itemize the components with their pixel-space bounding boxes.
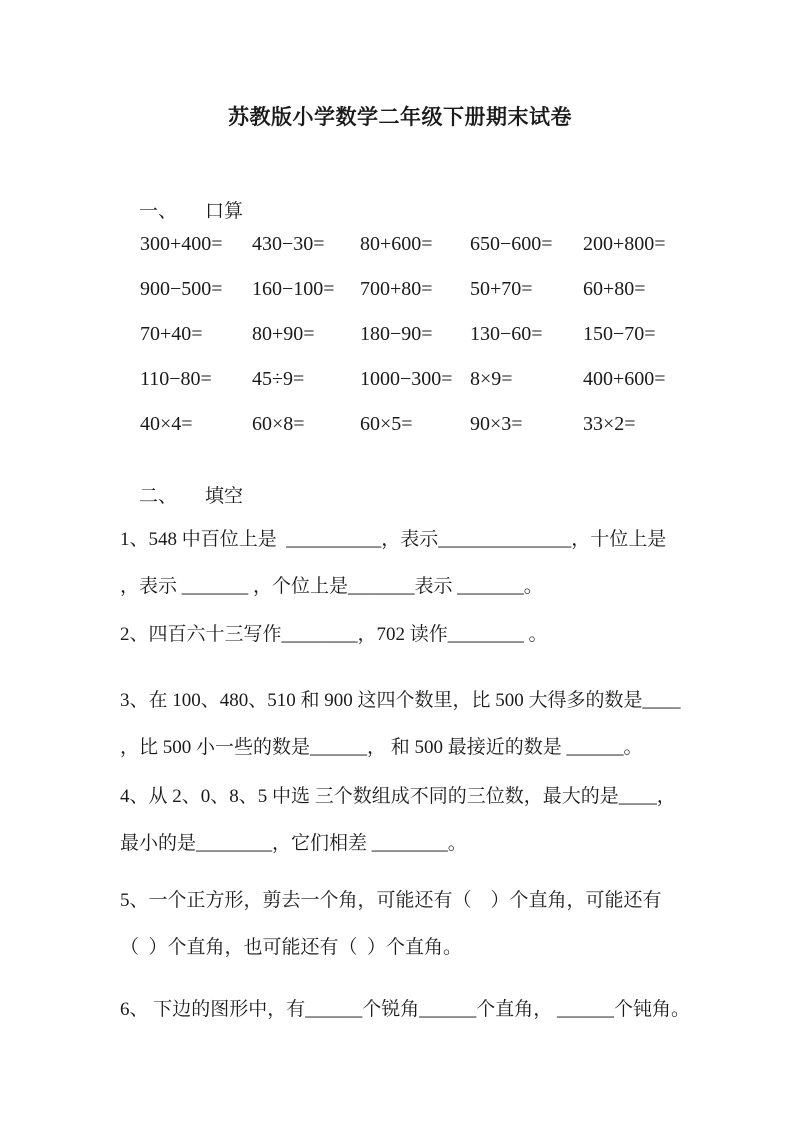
oral-problem-r3c3: 180−90=	[360, 323, 433, 345]
section-fill-number: 二、	[139, 486, 178, 507]
oral-problem-r3c5: 150−70=	[583, 323, 656, 345]
oral-problem-r1c3: 80+600=	[360, 233, 433, 255]
oral-problem-r5c2: 60×8=	[252, 413, 305, 435]
section-fill-label: 填空	[205, 486, 244, 507]
question-5-line-1: 5、一个正方形，剪去一个角，可能还有（ ）个直角，可能还有	[120, 890, 662, 911]
question-1	[120, 516, 720, 610]
section-oral-number: 一、	[139, 201, 178, 222]
question-2	[120, 611, 720, 658]
question-2-line-1: 2、四百六十三写作________，702 读作________ 。	[120, 624, 548, 645]
oral-problem-r3c2: 80+90=	[252, 323, 315, 345]
question-5-line-2: （ ）个直角，也可能还有（ ）个直角。	[120, 937, 463, 958]
question-4-line-2: 最小的是________，它们相差 ________。	[120, 833, 467, 854]
oral-problem-r5c1: 40×4=	[140, 413, 193, 435]
question-5	[120, 877, 720, 971]
oral-problem-r4c3: 1000−300=	[360, 368, 453, 390]
oral-problem-r4c5: 400+600=	[583, 368, 666, 390]
oral-problem-r2c1: 900−500=	[140, 278, 223, 300]
section-oral-label: 口算	[205, 201, 244, 222]
oral-problem-r4c4: 8×9=	[470, 368, 513, 390]
oral-problem-r4c2: 45÷9=	[252, 368, 305, 390]
question-4	[120, 773, 720, 867]
oral-problem-r4c1: 110−80=	[140, 368, 212, 390]
page-title: 苏教版小学数学二年级下册期末试卷	[228, 105, 572, 129]
oral-problem-r1c2: 430−30=	[252, 233, 325, 255]
question-6-line-1: 6、 下边的图形中，有______个锐角______个直角， ______个钝角。	[120, 999, 691, 1020]
oral-calculation-grid	[140, 228, 720, 453]
oral-problem-r3c1: 70+40=	[140, 323, 203, 345]
oral-problem-r2c3: 700+80=	[360, 278, 433, 300]
oral-problem-r2c4: 50+70=	[470, 278, 533, 300]
question-1-line-2: ，表示 _______ ，个位上是_______表示 _______。	[120, 576, 543, 597]
question-3-line-2: ，比 500 小一些的数是______， 和 500 最接近的数是 ______。	[120, 737, 643, 758]
oral-problem-r2c5: 60+80=	[583, 278, 646, 300]
question-3	[120, 677, 720, 771]
oral-problem-r5c4: 90×3=	[470, 413, 523, 435]
oral-problem-r3c4: 130−60=	[470, 323, 543, 345]
oral-problem-r5c3: 60×5=	[360, 413, 413, 435]
question-4-line-1: 4、从 2、0、8、5 中选 三个数组成不同的三位数，最大的是____，	[120, 786, 676, 807]
oral-problem-r5c5: 33×2=	[583, 413, 636, 435]
question-1-line-1: 1、548 中百位上是 __________，表示______________，十位上是	[120, 529, 667, 550]
oral-problem-r1c1: 300+400=	[140, 233, 223, 255]
question-6	[120, 986, 720, 1033]
oral-problem-r2c2: 160−100=	[252, 278, 335, 300]
oral-problem-r1c4: 650−600=	[470, 233, 553, 255]
oral-problem-r1c5: 200+800=	[583, 233, 666, 255]
question-3-line-1: 3、在 100、480、510 和 900 这四个数里，比 500 大得多的数是____	[120, 690, 681, 711]
